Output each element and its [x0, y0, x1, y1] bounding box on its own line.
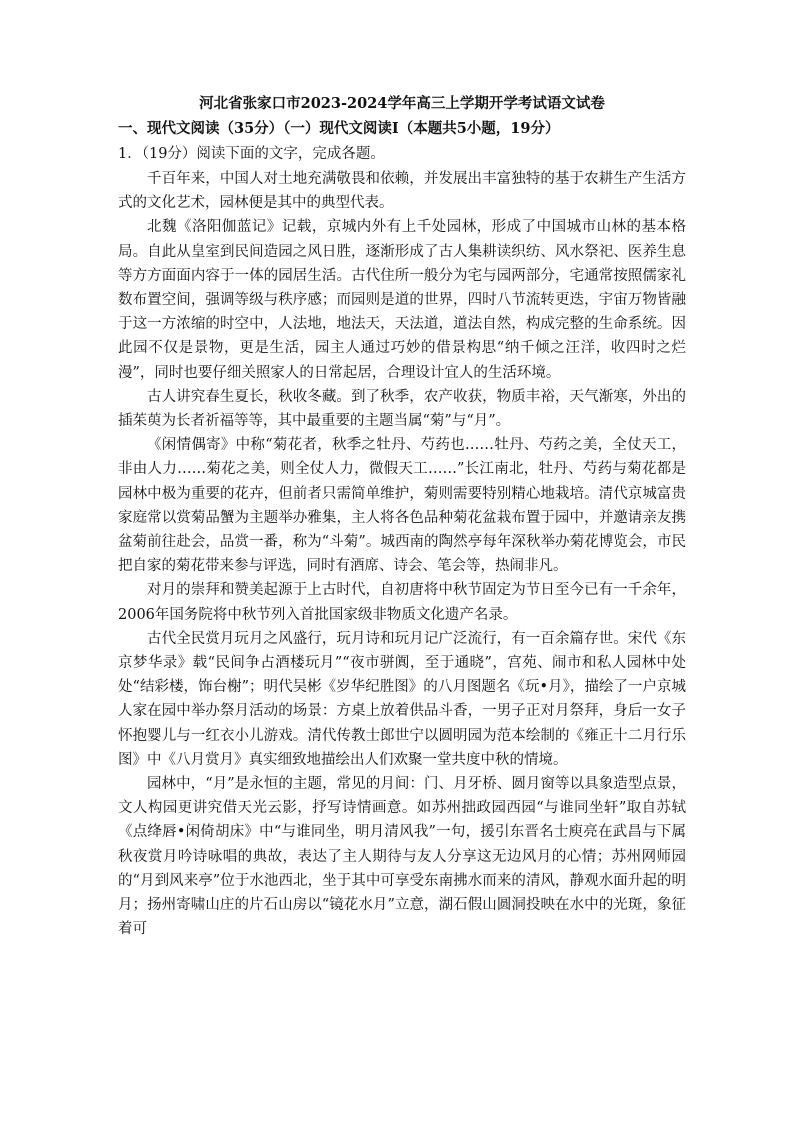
paragraph-3: 古人讲究春生夏长，秋收冬藏。到了秋季，农产收获，物质丰裕，天气渐寒，外出的插茱萸为长者祈福等等，其中最重要的主题当属“菊”与“月”。 — [118, 388, 686, 430]
question-intro: 1．（19分）阅读下面的文字，完成各题。 — [118, 146, 385, 162]
paragraph-6: 古代全民赏月玩月之风盛行，玩月诗和玩月记广泛流行，有一百余篇存世。宋代《东京梦华录》载“民间争占酒楼玩月”“夜市骈阗，至于通晓”，宫苑、闹市和私人园林中处处“结彩楼，饰台榭”；明代吴彬《岁华纪胜图》的八月图题名《玩•月》，描绘了一户京城人家在园中举办祭月活动的场景：方桌上放着供品斗香，一男子正对月祭拜，身后一女子怀抱婴儿与一红衣小儿游戏。清代传教士郎世宁以圆明园为范本绘制的《雍正十二月行乐图》中《八月赏月》真实细致地描绘出人们欢聚一堂共度中秋的情境。 — [118, 630, 686, 768]
paragraph-7: 园林中，“月”是永恒的主题，常见的月间：门、月牙桥、圆月窗等以具象造型点景，文人构园更讲究借天光云影，抒写诗情画意。如苏州拙政园西园“与谁同坐轩”取自苏轼《点绛唇•闲倚胡床》中“与谁同坐，明月清风我”一句，援引东晋名士庾亮在武昌与下属秋夜赏月吟诗咏唱的典故，表达了主人期待与友人分享这无边风月的心情；苏州网师园的“月到风来亭”位于水池西北，坐于其中可享受东南拂水而来的清风，静观水面升起的明月；扬州寄啸山庄的片石山房以“镜花水月”立意，湖石假山圆洞投映在水中的光斑，象征着可 — [118, 776, 686, 938]
paragraph-2: 北魏《洛阳伽蓝记》记载，京城内外有上千处园林，形成了中国城市山林的基本格局。自此从皇室到民间造园之风日胜，逐渐形成了古人集耕读织纺、风水祭祀、医养生息等方方面面内容于一体的园居生活。古代住所一般分为宅与园两部分，宅通常按照儒家礼数布置空间，强调等级与秩序感；而园则是道的世界，四时八节流转更迭，宇宙万物皆融于这一方浓缩的时空中，人法地，地法天，天法道，道法自然，构成完整的生命系统。因此园不仅是景物，更是生活，园主人通过巧妙的借景构思“纳千倾之汪洋，收四时之烂漫”，同时也要仔细关照家人的日常起居，合理设计宜人的生活环境。 — [118, 219, 686, 381]
paragraph-5: 对月的崇拜和赞美起源于上古时代，自初唐将中秋节固定为节日至今已有一千余年，2006年国务院将中秋节列入首批国家级非物质文化遗产名录。 — [118, 582, 686, 623]
paragraph-4: 《闲情偶寄》中称“菊花者，秋季之牡丹、芍药也……牡丹、芍药之美，全仗天工，非由人力……菊花之美，则全仗人力，微假天工……”长江南北，牡丹、芍药与菊花都是园林中极为重要的花卉，但前者只需简单维护，菊则需要特别精心地栽培。清代京城富贵家庭常以赏菊品蟹为主题举办雅集，主人将各色品种菊花盆栽布置于园中，并邀请亲友携盆菊前往赴会，品赏一番，称为“斗菊”。城西南的陶然亭每年深秋举办菊花博览会，市民把自家的菊花带来参与评选，同时有酒席、诗会、笔会等，热闹非凡。 — [118, 437, 686, 575]
section-heading: 一、现代文阅读（35分）（一）现代文阅读Ⅰ（本题共5小题，19分） — [118, 120, 560, 137]
paragraph-1: 千百年来，中国人对土地充满敬畏和依赖，并发展出丰富独特的基于农耕生产生活方式的文化艺术，园林便是其中的典型代表。 — [118, 171, 686, 212]
exam-title: 河北省张家口市2023-2024学年高三上学期开学考试语文试卷 — [199, 95, 605, 112]
